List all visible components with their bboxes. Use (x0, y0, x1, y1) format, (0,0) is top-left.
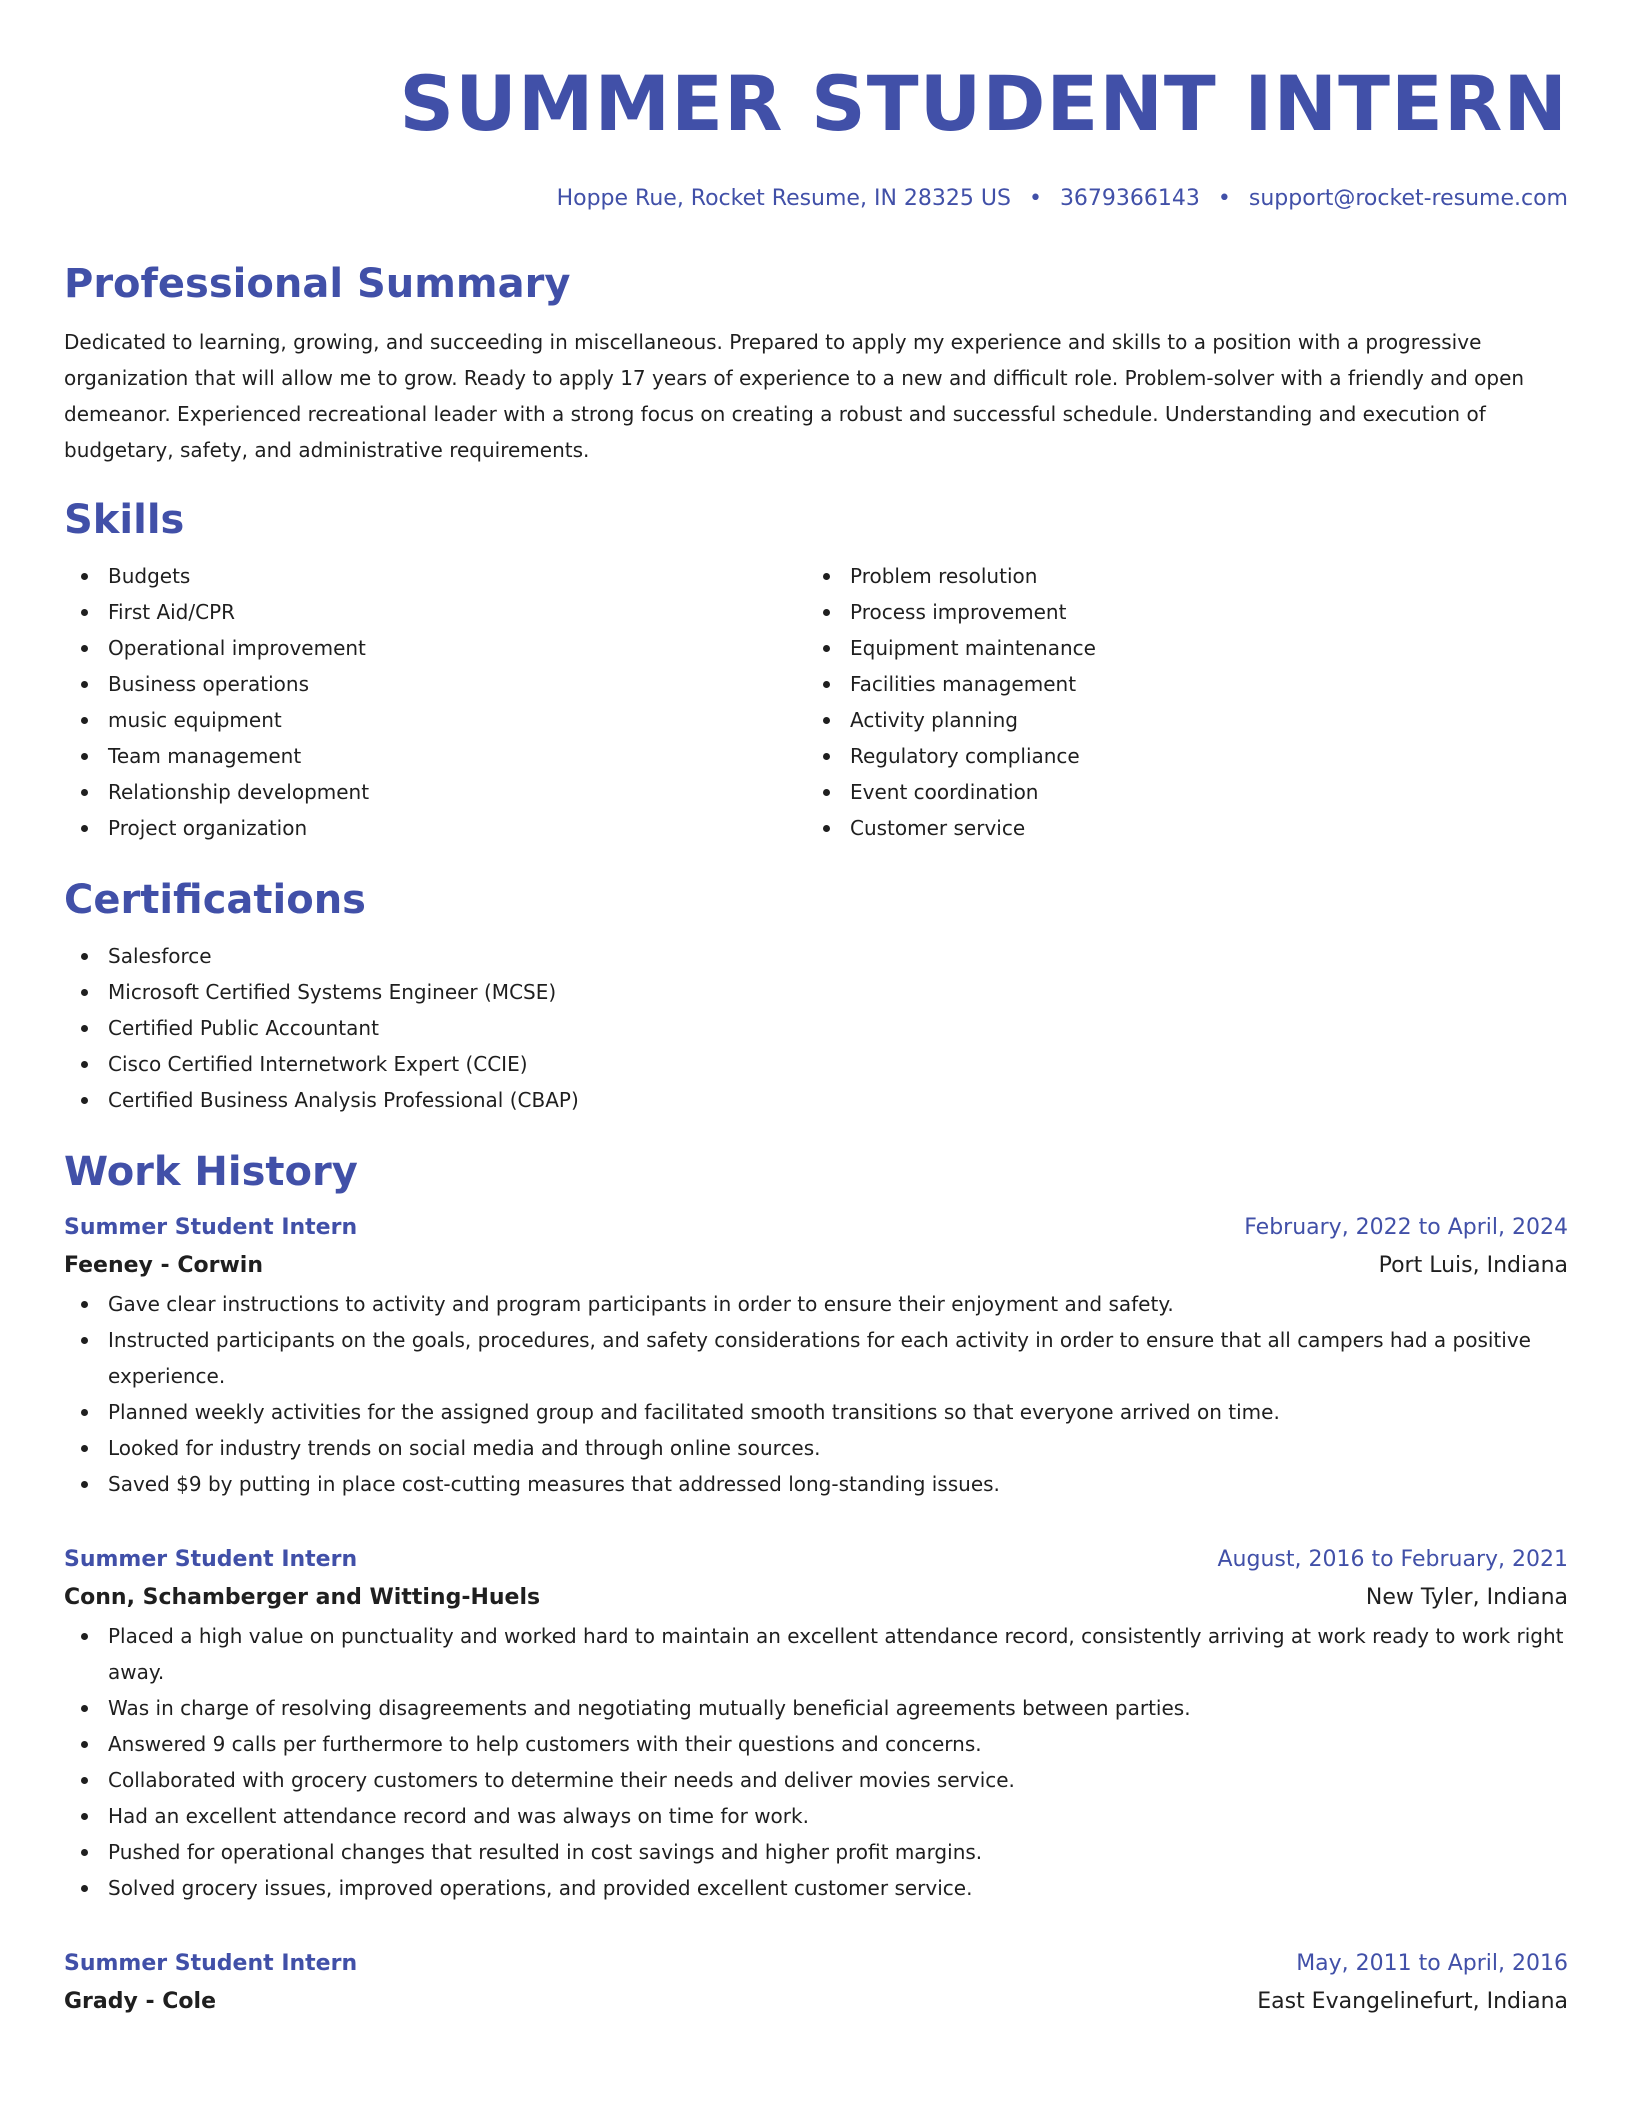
skills-heading: Skills (64, 497, 185, 543)
skill-item: First Aid/CPR (64, 594, 806, 630)
job-company: Conn, Schamberger and Witting-Huels (64, 1585, 541, 1610)
job-company-row (64, 1578, 1568, 1618)
job-dates: February, 2022 to April, 2024 (1244, 1215, 1568, 1240)
job-bullet: Answered 9 calls per furthermore to help customers with their questions and concerns. (64, 1726, 1568, 1762)
skill-item: Business operations (64, 666, 806, 702)
job-header-row (64, 1946, 1568, 1982)
skill-item: Project organization (64, 810, 806, 846)
skills-list-right (806, 558, 1548, 846)
resume-header (64, 0, 1568, 214)
job-company: Grady - Cole (64, 1989, 217, 2014)
skill-item: Problem resolution (806, 558, 1548, 594)
skills-list-left (64, 558, 806, 846)
job-entry (64, 1542, 1568, 1906)
job-location: Port Luis, Indiana (1378, 1253, 1568, 1278)
skill-item: Budgets (64, 558, 806, 594)
contact-separator: • (1028, 186, 1042, 211)
summary-text: Dedicated to learning, growing, and succeeding in miscellaneous. Prepared to apply my experience and skills to a position with a progressive organization that will allow me to grow. Ready to apply 17 years of experience to a new and difficult role. Problem-solver with a friendly and open demeanor. Experienced recreational leader with a strong focus on creating a robust and successful schedule. Understanding and execution of budgetary, safety, and administrative requirements. (64, 330, 1525, 462)
skill-item: Regulatory compliance (806, 738, 1548, 774)
skills-section (64, 494, 1568, 846)
certification-item: Salesforce (64, 938, 1568, 974)
contact-separator: • (1217, 186, 1231, 211)
certifications-list (64, 938, 1568, 1118)
job-title: Summer Student Intern (64, 1215, 358, 1240)
job-bullet: Collaborated with grocery customers to determine their needs and deliver movies service. (64, 1762, 1568, 1798)
job-bullets (64, 1618, 1568, 1906)
skill-item: Facilities management (806, 666, 1548, 702)
skill-item: Customer service (806, 810, 1548, 846)
skill-item: Activity planning (806, 702, 1548, 738)
job-bullet: Planned weekly activities for the assigned group and facilitated smooth transitions so that everyone arrived on time. (64, 1394, 1568, 1430)
job-company-row (64, 1246, 1568, 1286)
contact-email[interactable]: support@rocket-resume.com (1248, 186, 1568, 211)
skill-item: Equipment maintenance (806, 630, 1548, 666)
contact-line (64, 184, 1568, 214)
summary-section (64, 258, 1568, 468)
job-dates: May, 2011 to April, 2016 (1296, 1951, 1568, 1976)
skill-item: Relationship development (64, 774, 806, 810)
job-bullet: Had an excellent attendance record and was always on time for work. (64, 1798, 1568, 1834)
skill-item: Operational improvement (64, 630, 806, 666)
certifications-heading: Certifications (64, 877, 366, 923)
job-bullet: Solved grocery issues, improved operations, and provided excellent customer service. (64, 1870, 1568, 1906)
job-bullet: Gave clear instructions to activity and program participants in order to ensure their enjoyment and safety. (64, 1286, 1568, 1322)
candidate-name: SUMMER STUDENT INTERN (399, 59, 1568, 148)
job-bullet: Pushed for operational changes that resulted in cost savings and higher profit margins. (64, 1834, 1568, 1870)
job-bullet: Instructed participants on the goals, procedures, and safety considerations for each activity in order to ensure that all campers had a positive experience. (64, 1322, 1568, 1394)
contact-address: Hoppe Rue, Rocket Resume, IN 28325 US (556, 186, 1011, 211)
job-company: Feeney - Corwin (64, 1253, 263, 1278)
certification-item: Cisco Certified Internetwork Expert (CCIE) (64, 1046, 1568, 1082)
certification-item: Certified Business Analysis Professional (CBAP) (64, 1082, 1568, 1118)
skill-item: Process improvement (806, 594, 1548, 630)
job-company-row (64, 1982, 1568, 2022)
job-entry (64, 1210, 1568, 1502)
job-entry (64, 1946, 1568, 2022)
job-bullet: Saved $9 by putting in place cost-cutting measures that addressed long-standing issues. (64, 1466, 1568, 1502)
contact-phone: 3679366143 (1059, 186, 1200, 211)
job-title: Summer Student Intern (64, 1951, 358, 1976)
skills-grid (64, 558, 1568, 846)
job-header-row (64, 1210, 1568, 1246)
job-bullet: Looked for industry trends on social media and through online sources. (64, 1430, 1568, 1466)
job-bullet: Was in charge of resolving disagreements and negotiating mutually beneficial agreements between parties. (64, 1690, 1568, 1726)
job-title: Summer Student Intern (64, 1547, 358, 1572)
job-dates: August, 2016 to February, 2021 (1217, 1547, 1568, 1572)
job-location: East Evangelinefurt, Indiana (1257, 1989, 1568, 2014)
certification-item: Certified Public Accountant (64, 1010, 1568, 1046)
job-header-row (64, 1542, 1568, 1578)
certifications-section (64, 874, 1568, 1118)
job-location: New Tyler, Indiana (1365, 1585, 1568, 1610)
certification-item: Microsoft Certified Systems Engineer (MCSE) (64, 974, 1568, 1010)
work-history-heading: Work History (64, 1149, 358, 1195)
job-bullet: Placed a high value on punctuality and worked hard to maintain an excellent attendance record, consistently arriving at work ready to work right away. (64, 1618, 1568, 1690)
job-bullets (64, 1286, 1568, 1502)
skill-item: Team management (64, 738, 806, 774)
skill-item: Event coordination (806, 774, 1548, 810)
work-history-section (64, 1146, 1568, 2022)
skill-item: music equipment (64, 702, 806, 738)
summary-heading: Professional Summary (64, 261, 571, 307)
